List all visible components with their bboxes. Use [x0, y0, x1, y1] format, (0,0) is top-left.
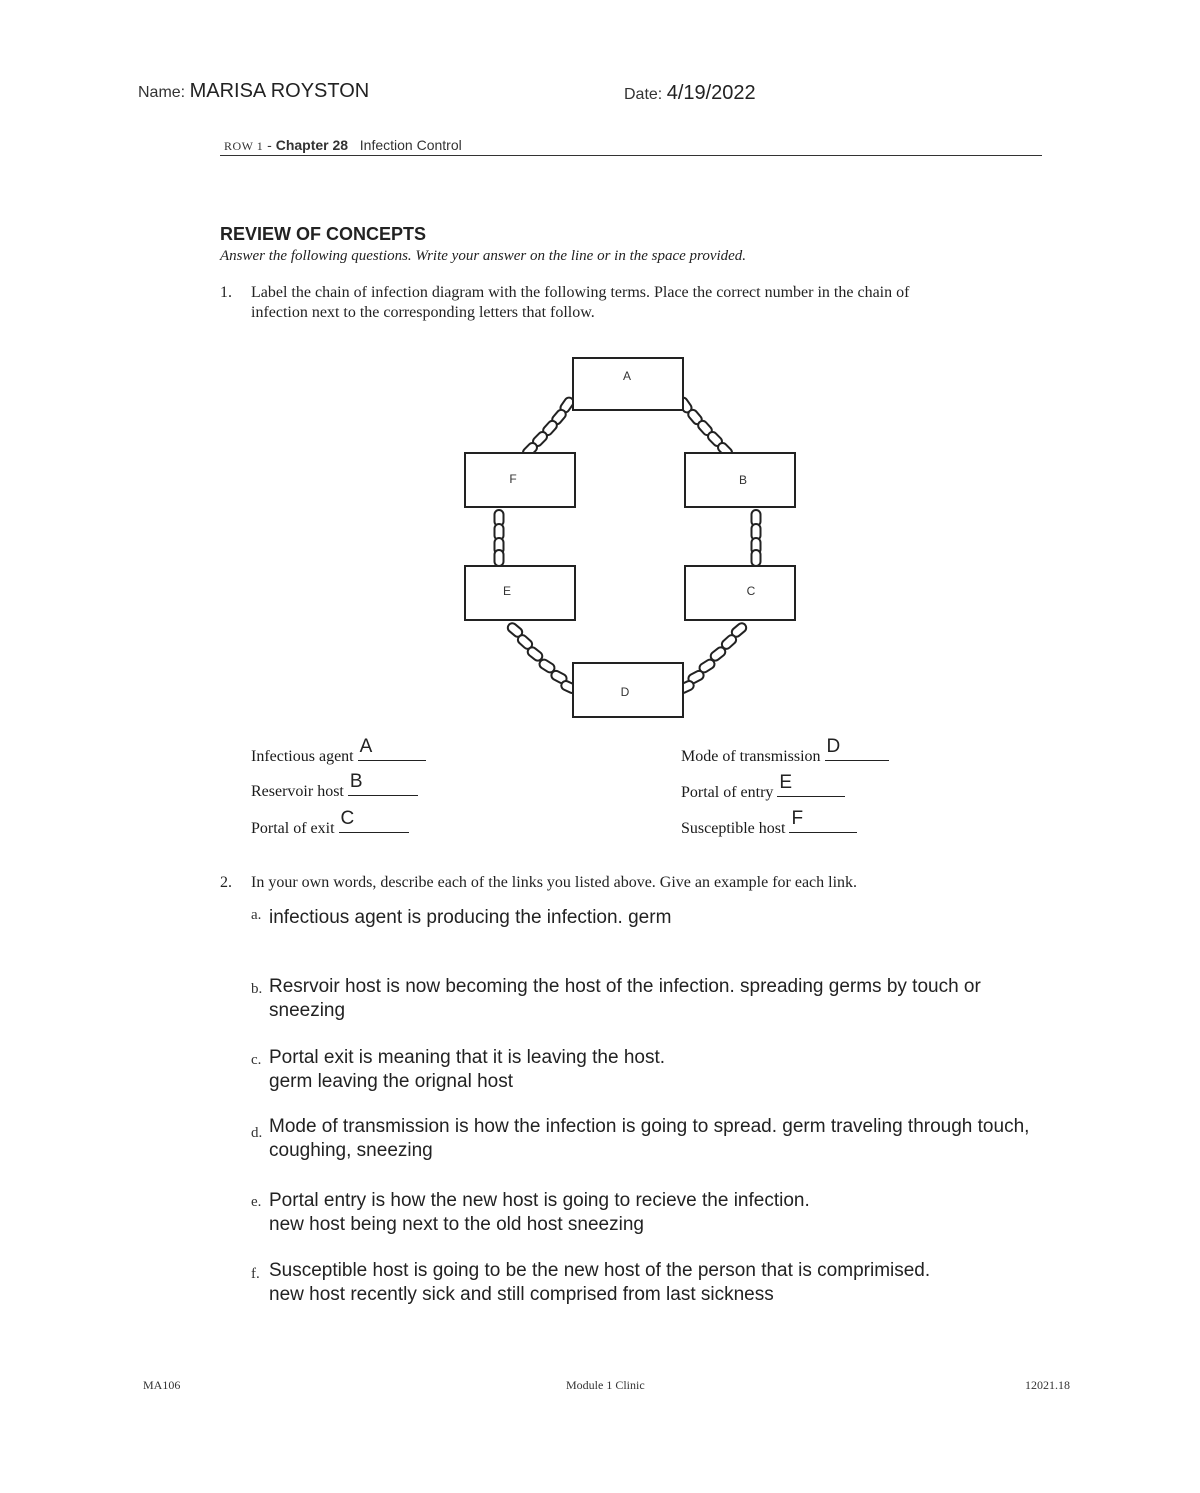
date-field [624, 82, 756, 105]
chapter-heading [224, 137, 462, 154]
answer-value: A [359, 736, 373, 757]
answer-blank[interactable] [825, 736, 889, 761]
q2-answer-f [251, 1265, 260, 1283]
heading-separator: - [263, 137, 276, 153]
match-term: Infectious agent [251, 748, 354, 765]
q2-answer-a [251, 906, 261, 924]
diagram-box-b [685, 453, 795, 507]
chain-links [495, 396, 761, 695]
q1-text-line1: Label the chain of infection diagram with the following terms. Place the correct number in the chain of [251, 284, 910, 301]
footer-version: 12021.18 [1025, 1378, 1070, 1392]
answer-line2: new host recently sick and still comprised from last sickness [269, 1284, 774, 1305]
diagram-box-a-label: A [622, 369, 632, 383]
footer-module: Module 1 Clinic [566, 1378, 645, 1392]
match-infectious-agent [251, 736, 426, 766]
q2-answer-d [251, 1124, 262, 1142]
answer-value: F [791, 808, 804, 829]
diagram-box-c [685, 566, 795, 620]
answer-letter: d. [251, 1125, 263, 1141]
q2-answer-e-text[interactable] [269, 1189, 810, 1237]
section-title: REVIEW OF CONCEPTS [220, 224, 427, 244]
q2-number: 2. [220, 874, 232, 891]
q2-answer-b [251, 980, 262, 998]
answer-value: E [779, 772, 793, 793]
diagram-box-d-label: D [620, 685, 630, 699]
answer-line1: Susceptible host is going to be the new host of the person that is comprimised. [269, 1260, 931, 1281]
row-code: ROW 1 [224, 139, 264, 153]
match-reservoir-host [251, 771, 418, 801]
date-label: Date: [624, 86, 663, 103]
name-field [138, 80, 369, 103]
diagram-box-e [465, 566, 575, 620]
date-value[interactable]: 4/19/2022 [666, 82, 756, 104]
answer-line1: infectious agent is producing the infection. germ [269, 907, 672, 928]
diagram-box-f [465, 453, 575, 507]
answer-blank[interactable] [789, 808, 857, 833]
answer-letter: b. [251, 981, 263, 997]
name-label: Name: [138, 84, 186, 101]
q2-answer-b-text[interactable] [269, 975, 981, 1023]
q1-number: 1. [220, 284, 232, 301]
chapter-title: Infection Control [359, 137, 462, 153]
q2-answer-c-text[interactable] [269, 1046, 665, 1094]
answer-line2: new host being next to the old host sneezing [269, 1214, 644, 1235]
footer-course-code: MA106 [143, 1378, 181, 1392]
answer-line2: coughing, sneezing [269, 1140, 433, 1161]
answer-blank[interactable] [339, 808, 409, 833]
name-value[interactable]: MARISA ROYSTON [189, 80, 370, 102]
answer-line1: Mode of transmission is how the infection is going to spread. germ traveling through touch, [269, 1116, 1030, 1137]
match-portal-of-entry [681, 772, 845, 802]
chapter-number: Chapter 28 [275, 137, 349, 153]
chain-link-a-b [677, 396, 734, 459]
match-mode-of-transmission [681, 736, 889, 766]
diagram-box-c-label: C [746, 584, 756, 598]
answer-line1: Resrvoir host is now becoming the host of the infection. spreading germs by touch or [269, 976, 981, 997]
chain-link-b-c [752, 510, 761, 566]
diagram-box-f-label: F [509, 472, 517, 486]
chain-link-c-d [677, 621, 748, 694]
answer-line2: germ leaving the orignal host [269, 1071, 513, 1092]
diagram-box-b-label: B [738, 473, 748, 487]
match-term: Reservoir host [251, 783, 344, 800]
match-term: Portal of entry [681, 784, 774, 801]
answer-letter: c. [251, 1052, 262, 1068]
match-susceptible-host [681, 808, 857, 838]
chain-link-a-f [521, 396, 575, 459]
answer-value: D [826, 736, 841, 757]
q2-answer-a-text[interactable] [269, 906, 671, 930]
diagram-box-d [573, 663, 683, 717]
q1-text-line2: infection next to the corresponding letters that follow. [251, 304, 595, 321]
diagram-box-a [573, 358, 683, 410]
q2-text: In your own words, describe each of the links you listed above. Give an example for each link. [251, 874, 858, 891]
chain-link-e-d [506, 621, 578, 694]
answer-value: C [340, 808, 355, 829]
chain-link-f-e [495, 510, 504, 566]
answer-letter: f. [251, 1266, 260, 1282]
match-term: Susceptible host [681, 820, 786, 837]
q2-answer-e [251, 1193, 261, 1211]
answer-letter: e. [251, 1194, 262, 1210]
match-term: Mode of transmission [681, 748, 821, 765]
chain-of-infection-diagram [455, 350, 805, 725]
answer-blank[interactable] [358, 736, 426, 761]
answer-blank[interactable] [777, 772, 845, 797]
answer-letter: a. [251, 907, 262, 923]
answer-line1: Portal entry is how the new host is going to recieve the infection. [269, 1190, 810, 1211]
diagram-box-e-label: E [502, 584, 512, 598]
answer-value: B [349, 771, 363, 792]
answer-blank[interactable] [348, 771, 418, 796]
match-portal-of-exit [251, 808, 409, 838]
match-term: Portal of exit [251, 820, 335, 837]
answer-line1: Portal exit is meaning that it is leaving the host. [269, 1047, 666, 1068]
answer-line2: sneezing [269, 1000, 346, 1021]
q2-answer-d-text[interactable] [269, 1115, 1029, 1163]
q2-answer-c [251, 1051, 261, 1069]
q2-answer-f-text[interactable] [269, 1259, 930, 1307]
header-divider [220, 155, 1042, 156]
section-instructions: Answer the following questions. Write your answer on the line or in the space provided. [220, 248, 747, 264]
